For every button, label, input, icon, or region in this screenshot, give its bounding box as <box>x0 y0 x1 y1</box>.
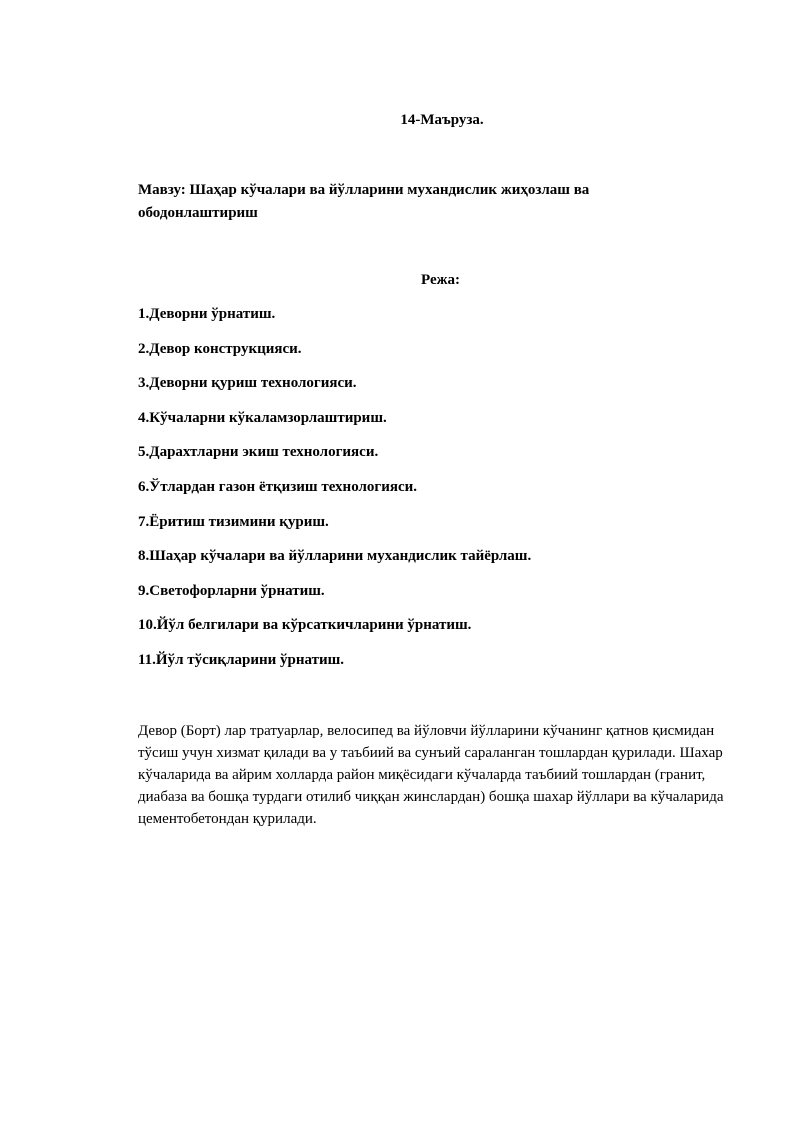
plan-item: 4.Кўчаларни кўкаламзорлаштириш. <box>138 409 387 426</box>
plan-item: 1.Деворни ўрнатиш. <box>138 306 276 322</box>
body-paragraph: Девор (Борт) лар тратуарлар, велосипед ва йўловчи йўлларини кўчанинг қатнов қисмидан тўсиш учун хизмат қилади ва у таъбиий ва сунъий сараланган тошлардан қурилади. Шахар кўчаларида ва айрим холларда район миқёсидаги кўчаларда таъбиий тошлардан (гранит, диабаза ва бошқа турдаги отилиб чиққан жинслардан) бошқа шахар йўллари ва кўчаларида цементобетондан қурилади. <box>138 723 724 827</box>
plan-item: 7.Ёритиш тизимини қуриш. <box>138 513 329 530</box>
plan-item: 8.Шаҳар кўчалари ва йўлларини мухандислик тайёрлаш. <box>138 548 532 565</box>
topic-heading: Мавзу: Шаҳар кўчалари ва йўлларини мухандислик жиҳозлаш ва ободонлаштириш <box>138 182 590 221</box>
plan-item: 9.Светофорларни ўрнатиш. <box>138 582 325 599</box>
plan-item: 3.Деворни қуриш технологияси. <box>138 375 357 392</box>
plan-item: 5.Дарахтларни экиш технологияси. <box>138 444 379 461</box>
plan-item: 11.Йўл тўсиқларини ўрнатиш. <box>138 651 345 668</box>
plan-item: 2.Девор конструкцияси. <box>138 340 302 357</box>
plan-item: 10.Йўл белгилари ва кўрсаткичларини ўрнатиш. <box>138 617 472 634</box>
lecture-title: 14-Маъруза. <box>400 112 484 128</box>
plan-list <box>138 304 531 685</box>
plan-heading: Режа: <box>421 272 460 288</box>
plan-item: 6.Ўтлардан газон ётқизиш технологияси. <box>138 478 418 495</box>
